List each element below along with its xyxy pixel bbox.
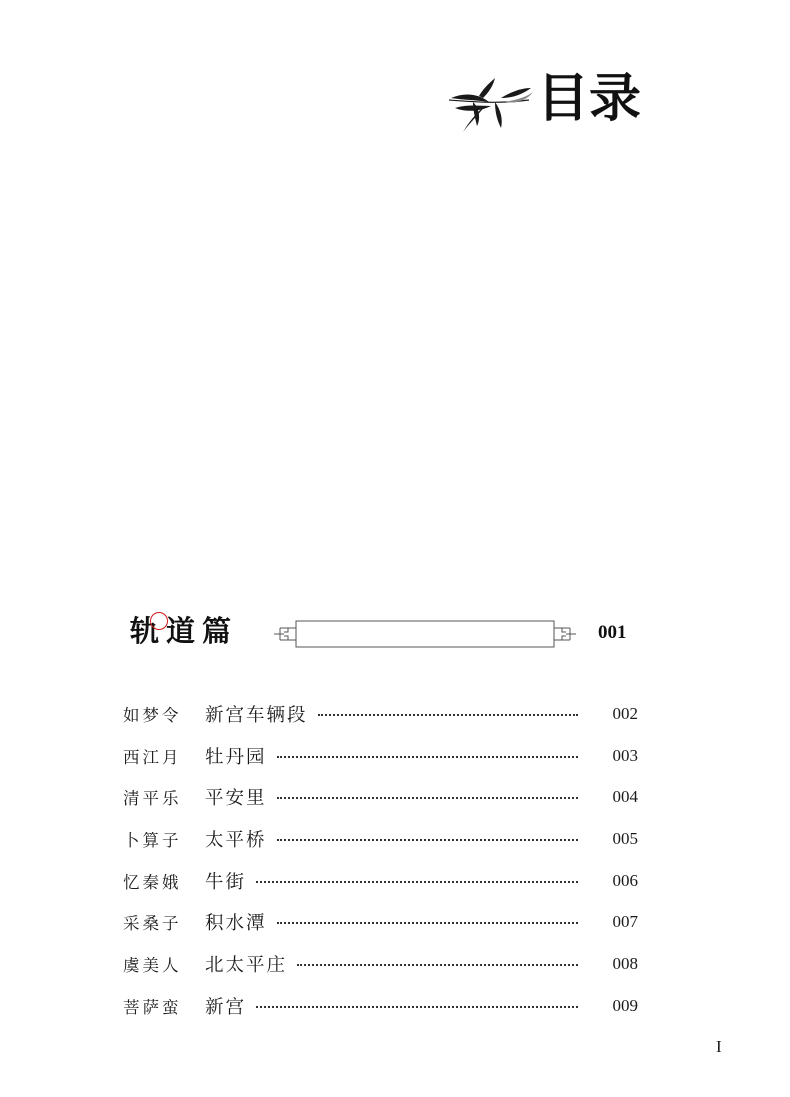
entry-station-name: 太平桥 [205, 829, 267, 851]
dot-leader [256, 1006, 578, 1008]
bamboo-leaves-icon [445, 78, 537, 134]
dot-leader [297, 964, 578, 966]
entry-station-name: 北太平庄 [205, 954, 288, 976]
red-circle-mark [150, 612, 168, 630]
scroll-frame-ornament [272, 617, 578, 651]
toc-entry[interactable] [123, 776, 638, 818]
entry-station-name: 平安里 [205, 788, 267, 810]
entry-tune-title: 西江月 [123, 747, 182, 767]
entry-station-name: 新宫 [205, 996, 247, 1018]
entry-page-number: 007 [612, 912, 638, 932]
entry-station-name: 牡丹园 [205, 746, 267, 768]
toc-entry[interactable] [123, 818, 638, 860]
entry-page-number: 002 [612, 703, 638, 723]
entry-page-number: 008 [612, 953, 638, 973]
toc-entry[interactable] [123, 943, 638, 985]
entry-tune-title: 清平乐 [123, 789, 182, 809]
dot-leader [318, 714, 578, 716]
dot-leader [256, 881, 578, 883]
toc-entry[interactable] [123, 735, 638, 777]
dot-leader [277, 756, 578, 758]
entry-tune-title: 菩萨蛮 [123, 997, 182, 1017]
entry-tune-title: 采桑子 [123, 914, 182, 934]
dot-leader [277, 839, 578, 841]
section-title[interactable]: 轨道篇 [130, 614, 239, 648]
dot-leader [277, 922, 578, 924]
toc-entry[interactable] [123, 985, 638, 1027]
entry-page-number: 006 [612, 870, 638, 890]
dot-leader [277, 797, 578, 799]
entry-page-number: 004 [612, 787, 638, 807]
toc-entry[interactable] [123, 693, 638, 735]
entry-tune-title: 卜算子 [123, 830, 182, 850]
toc-heading [445, 66, 655, 138]
entry-tune-title: 忆秦娥 [123, 872, 182, 892]
toc-entry[interactable] [123, 901, 638, 943]
page-title: 目录 [537, 69, 642, 129]
entry-tune-title: 如梦令 [123, 705, 182, 725]
toc-entry[interactable] [123, 860, 638, 902]
toc-list [123, 693, 638, 1027]
page-folio: I [716, 1037, 722, 1056]
entry-page-number: 009 [612, 995, 638, 1015]
entry-tune-title: 虞美人 [123, 955, 182, 975]
entry-page-number: 005 [612, 828, 638, 848]
entry-station-name: 牛街 [205, 871, 247, 893]
entry-station-name: 积水潭 [205, 913, 267, 935]
section-page-number: 001 [598, 622, 627, 643]
entry-page-number: 003 [612, 745, 638, 765]
entry-station-name: 新宫车辆段 [205, 704, 308, 726]
